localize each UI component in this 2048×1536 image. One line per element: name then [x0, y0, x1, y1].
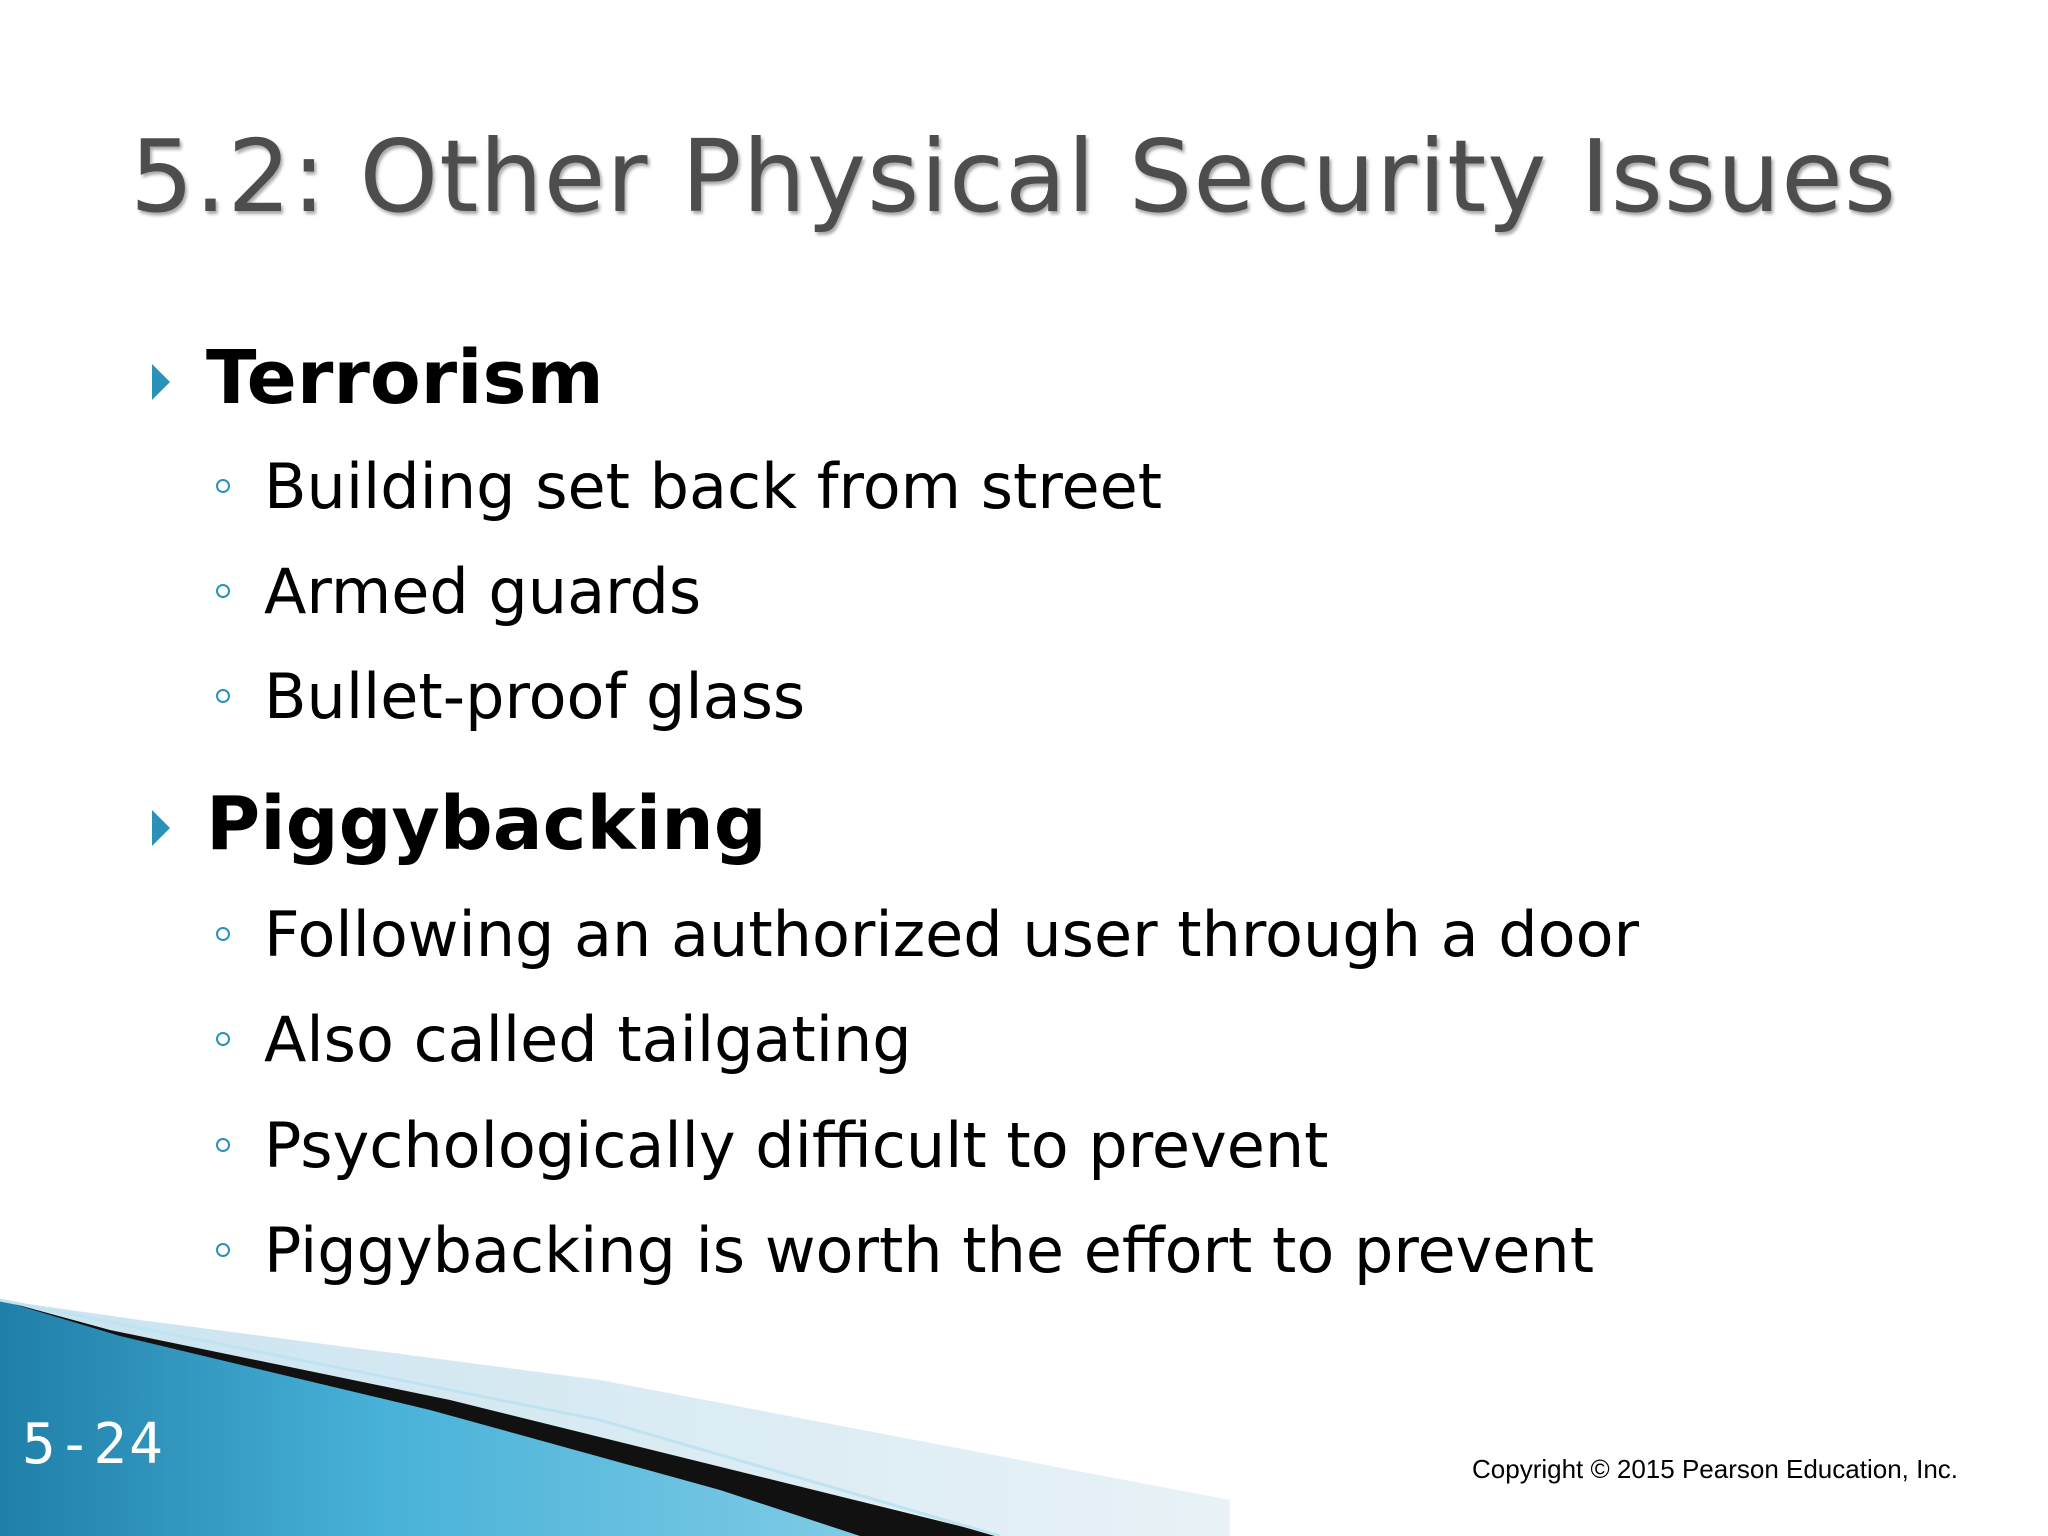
bullet-item: Following an authorized user through a door [264, 898, 1640, 971]
circle-bullet-icon [216, 1243, 230, 1257]
circle-bullet-icon [216, 689, 230, 703]
triangle-bullet-icon [152, 364, 170, 400]
copyright-notice: Copyright © 2015 Pearson Education, Inc. [1472, 1454, 1959, 1484]
triangle-bullet-icon [152, 810, 170, 846]
bullet-heading-piggybacking: Piggybacking [206, 781, 767, 867]
bullet-item: Building set back from street [264, 450, 1163, 523]
bullet-item: Piggybacking is worth the effort to prevent [264, 1214, 1595, 1287]
circle-bullet-icon [216, 927, 230, 941]
slide-number: 5-24 [22, 1412, 165, 1477]
slide-title: 5.2: Other Physical Security Issues [130, 118, 1897, 235]
bullet-item: Psychologically difficult to prevent [264, 1109, 1329, 1182]
bullet-heading-terrorism: Terrorism [206, 335, 604, 421]
circle-bullet-icon [216, 1032, 230, 1046]
circle-bullet-icon [216, 479, 230, 493]
circle-bullet-icon [216, 1138, 230, 1152]
bullet-item: Armed guards [264, 555, 702, 628]
circle-bullet-icon [216, 584, 230, 598]
bullet-item: Also called tailgating [264, 1003, 912, 1076]
bullet-item: Bullet-proof glass [264, 660, 806, 733]
